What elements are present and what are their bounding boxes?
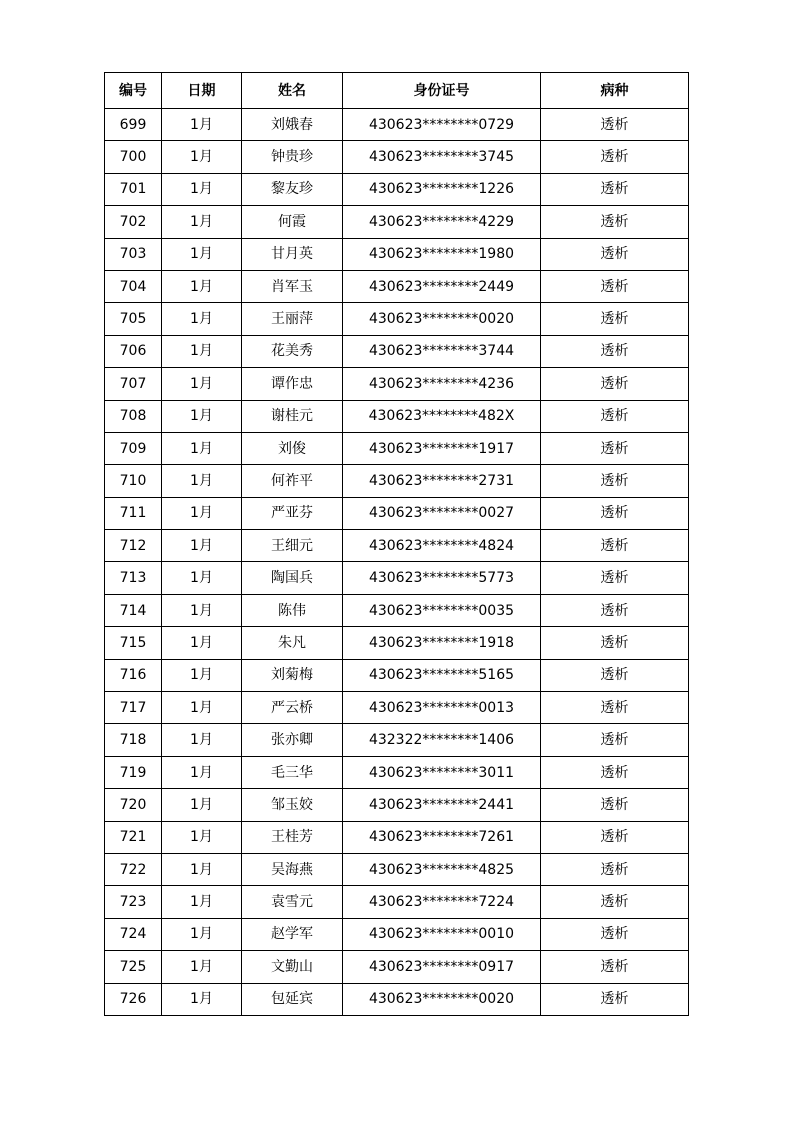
cell-number: 701 xyxy=(105,173,162,205)
cell-date: 1月 xyxy=(162,594,242,626)
table-row xyxy=(105,821,689,853)
cell-name: 王丽萍 xyxy=(242,303,343,335)
cell-number: 715 xyxy=(105,627,162,659)
cell-id-number: 430623********0035 xyxy=(343,594,541,626)
cell-date: 1月 xyxy=(162,853,242,885)
cell-date: 1月 xyxy=(162,335,242,367)
cell-id-number: 430623********5773 xyxy=(343,562,541,594)
cell-number: 716 xyxy=(105,659,162,691)
cell-number: 705 xyxy=(105,303,162,335)
table-row xyxy=(105,983,689,1015)
cell-number: 704 xyxy=(105,270,162,302)
cell-name: 邹玉姣 xyxy=(242,789,343,821)
table-row xyxy=(105,659,689,691)
cell-date: 1月 xyxy=(162,141,242,173)
cell-id-number: 432322********1406 xyxy=(343,724,541,756)
cell-date: 1月 xyxy=(162,951,242,983)
cell-disease: 透析 xyxy=(541,983,689,1015)
cell-disease: 透析 xyxy=(541,594,689,626)
cell-disease: 透析 xyxy=(541,789,689,821)
cell-name: 吴海燕 xyxy=(242,853,343,885)
cell-date: 1月 xyxy=(162,692,242,724)
table-row xyxy=(105,594,689,626)
table-row xyxy=(105,206,689,238)
cell-name: 严云桥 xyxy=(242,692,343,724)
cell-id-number: 430623********5165 xyxy=(343,659,541,691)
header-number: 编号 xyxy=(105,73,162,109)
cell-id-number: 430623********0027 xyxy=(343,497,541,529)
cell-number: 708 xyxy=(105,400,162,432)
table-row xyxy=(105,109,689,141)
cell-number: 722 xyxy=(105,853,162,885)
cell-date: 1月 xyxy=(162,983,242,1015)
cell-id-number: 430623********0020 xyxy=(343,303,541,335)
cell-id-number: 430623********1226 xyxy=(343,173,541,205)
cell-name: 何祚平 xyxy=(242,465,343,497)
cell-disease: 透析 xyxy=(541,530,689,562)
cell-date: 1月 xyxy=(162,821,242,853)
cell-disease: 透析 xyxy=(541,400,689,432)
cell-disease: 透析 xyxy=(541,141,689,173)
cell-name: 陶国兵 xyxy=(242,562,343,594)
cell-number: 726 xyxy=(105,983,162,1015)
cell-id-number: 430623********4824 xyxy=(343,530,541,562)
cell-date: 1月 xyxy=(162,173,242,205)
cell-name: 王细元 xyxy=(242,530,343,562)
cell-disease: 透析 xyxy=(541,497,689,529)
cell-number: 700 xyxy=(105,141,162,173)
header-disease: 病种 xyxy=(541,73,689,109)
cell-date: 1月 xyxy=(162,756,242,788)
table-row xyxy=(105,141,689,173)
cell-id-number: 430623********3011 xyxy=(343,756,541,788)
cell-id-number: 430623********0729 xyxy=(343,109,541,141)
cell-number: 714 xyxy=(105,594,162,626)
cell-disease: 透析 xyxy=(541,918,689,950)
table-row xyxy=(105,789,689,821)
table-row xyxy=(105,368,689,400)
cell-id-number: 430623********3745 xyxy=(343,141,541,173)
table-row xyxy=(105,497,689,529)
header-date: 日期 xyxy=(162,73,242,109)
table-row xyxy=(105,465,689,497)
records-table xyxy=(104,72,689,1016)
cell-disease: 透析 xyxy=(541,627,689,659)
cell-number: 717 xyxy=(105,692,162,724)
cell-date: 1月 xyxy=(162,206,242,238)
cell-date: 1月 xyxy=(162,886,242,918)
cell-number: 709 xyxy=(105,432,162,464)
cell-number: 720 xyxy=(105,789,162,821)
cell-number: 707 xyxy=(105,368,162,400)
cell-date: 1月 xyxy=(162,530,242,562)
cell-name: 黎友珍 xyxy=(242,173,343,205)
table-row xyxy=(105,627,689,659)
cell-number: 713 xyxy=(105,562,162,594)
table-row xyxy=(105,432,689,464)
cell-name: 毛三华 xyxy=(242,756,343,788)
cell-id-number: 430623********3744 xyxy=(343,335,541,367)
cell-disease: 透析 xyxy=(541,853,689,885)
cell-id-number: 430623********0020 xyxy=(343,983,541,1015)
cell-disease: 透析 xyxy=(541,756,689,788)
cell-disease: 透析 xyxy=(541,886,689,918)
cell-id-number: 430623********2449 xyxy=(343,270,541,302)
cell-date: 1月 xyxy=(162,497,242,529)
table-row xyxy=(105,562,689,594)
cell-date: 1月 xyxy=(162,400,242,432)
cell-disease: 透析 xyxy=(541,465,689,497)
cell-number: 719 xyxy=(105,756,162,788)
cell-date: 1月 xyxy=(162,724,242,756)
cell-disease: 透析 xyxy=(541,335,689,367)
table-row xyxy=(105,335,689,367)
cell-name: 谭作忠 xyxy=(242,368,343,400)
cell-disease: 透析 xyxy=(541,432,689,464)
cell-number: 699 xyxy=(105,109,162,141)
table-row xyxy=(105,400,689,432)
table-row xyxy=(105,853,689,885)
cell-name: 陈伟 xyxy=(242,594,343,626)
cell-disease: 透析 xyxy=(541,109,689,141)
cell-date: 1月 xyxy=(162,270,242,302)
header-id-number: 身份证号 xyxy=(343,73,541,109)
cell-name: 刘菊梅 xyxy=(242,659,343,691)
cell-id-number: 430623********482X xyxy=(343,400,541,432)
table-row xyxy=(105,886,689,918)
cell-disease: 透析 xyxy=(541,303,689,335)
cell-name: 袁雪元 xyxy=(242,886,343,918)
table-body xyxy=(105,109,689,1016)
cell-disease: 透析 xyxy=(541,173,689,205)
table-row xyxy=(105,951,689,983)
cell-id-number: 430623********4825 xyxy=(343,853,541,885)
cell-name: 包延宾 xyxy=(242,983,343,1015)
cell-date: 1月 xyxy=(162,303,242,335)
cell-date: 1月 xyxy=(162,562,242,594)
cell-number: 712 xyxy=(105,530,162,562)
cell-id-number: 430623********0010 xyxy=(343,918,541,950)
table-row xyxy=(105,692,689,724)
cell-disease: 透析 xyxy=(541,821,689,853)
cell-id-number: 430623********1918 xyxy=(343,627,541,659)
table-row xyxy=(105,756,689,788)
cell-id-number: 430623********0917 xyxy=(343,951,541,983)
cell-name: 文勤山 xyxy=(242,951,343,983)
table-header xyxy=(105,73,689,109)
table-row xyxy=(105,303,689,335)
cell-number: 702 xyxy=(105,206,162,238)
cell-id-number: 430623********4236 xyxy=(343,368,541,400)
cell-disease: 透析 xyxy=(541,951,689,983)
cell-name: 张亦卿 xyxy=(242,724,343,756)
cell-id-number: 430623********7261 xyxy=(343,821,541,853)
cell-date: 1月 xyxy=(162,238,242,270)
cell-name: 花美秀 xyxy=(242,335,343,367)
cell-id-number: 430623********2731 xyxy=(343,465,541,497)
cell-date: 1月 xyxy=(162,627,242,659)
cell-name: 刘俊 xyxy=(242,432,343,464)
cell-name: 赵学军 xyxy=(242,918,343,950)
cell-name: 肖军玉 xyxy=(242,270,343,302)
table-row xyxy=(105,270,689,302)
cell-number: 724 xyxy=(105,918,162,950)
cell-disease: 透析 xyxy=(541,238,689,270)
table-row xyxy=(105,173,689,205)
cell-date: 1月 xyxy=(162,465,242,497)
cell-name: 严亚芬 xyxy=(242,497,343,529)
cell-disease: 透析 xyxy=(541,724,689,756)
cell-name: 甘月英 xyxy=(242,238,343,270)
cell-id-number: 430623********2441 xyxy=(343,789,541,821)
cell-name: 何霞 xyxy=(242,206,343,238)
cell-disease: 透析 xyxy=(541,692,689,724)
table-row xyxy=(105,918,689,950)
cell-date: 1月 xyxy=(162,432,242,464)
table-row xyxy=(105,724,689,756)
cell-id-number: 430623********0013 xyxy=(343,692,541,724)
cell-id-number: 430623********4229 xyxy=(343,206,541,238)
cell-name: 谢桂元 xyxy=(242,400,343,432)
cell-disease: 透析 xyxy=(541,206,689,238)
cell-number: 706 xyxy=(105,335,162,367)
cell-number: 703 xyxy=(105,238,162,270)
cell-number: 725 xyxy=(105,951,162,983)
cell-date: 1月 xyxy=(162,918,242,950)
cell-number: 711 xyxy=(105,497,162,529)
cell-name: 钟贵珍 xyxy=(242,141,343,173)
cell-number: 718 xyxy=(105,724,162,756)
cell-number: 723 xyxy=(105,886,162,918)
table-row xyxy=(105,530,689,562)
cell-disease: 透析 xyxy=(541,270,689,302)
cell-id-number: 430623********1917 xyxy=(343,432,541,464)
cell-date: 1月 xyxy=(162,368,242,400)
cell-date: 1月 xyxy=(162,789,242,821)
cell-disease: 透析 xyxy=(541,562,689,594)
cell-name: 刘娥春 xyxy=(242,109,343,141)
cell-date: 1月 xyxy=(162,109,242,141)
header-row xyxy=(105,73,689,109)
cell-number: 721 xyxy=(105,821,162,853)
cell-disease: 透析 xyxy=(541,368,689,400)
cell-date: 1月 xyxy=(162,659,242,691)
cell-name: 朱凡 xyxy=(242,627,343,659)
table-row xyxy=(105,238,689,270)
cell-name: 王桂芳 xyxy=(242,821,343,853)
header-name: 姓名 xyxy=(242,73,343,109)
cell-id-number: 430623********1980 xyxy=(343,238,541,270)
cell-id-number: 430623********7224 xyxy=(343,886,541,918)
cell-disease: 透析 xyxy=(541,659,689,691)
cell-number: 710 xyxy=(105,465,162,497)
